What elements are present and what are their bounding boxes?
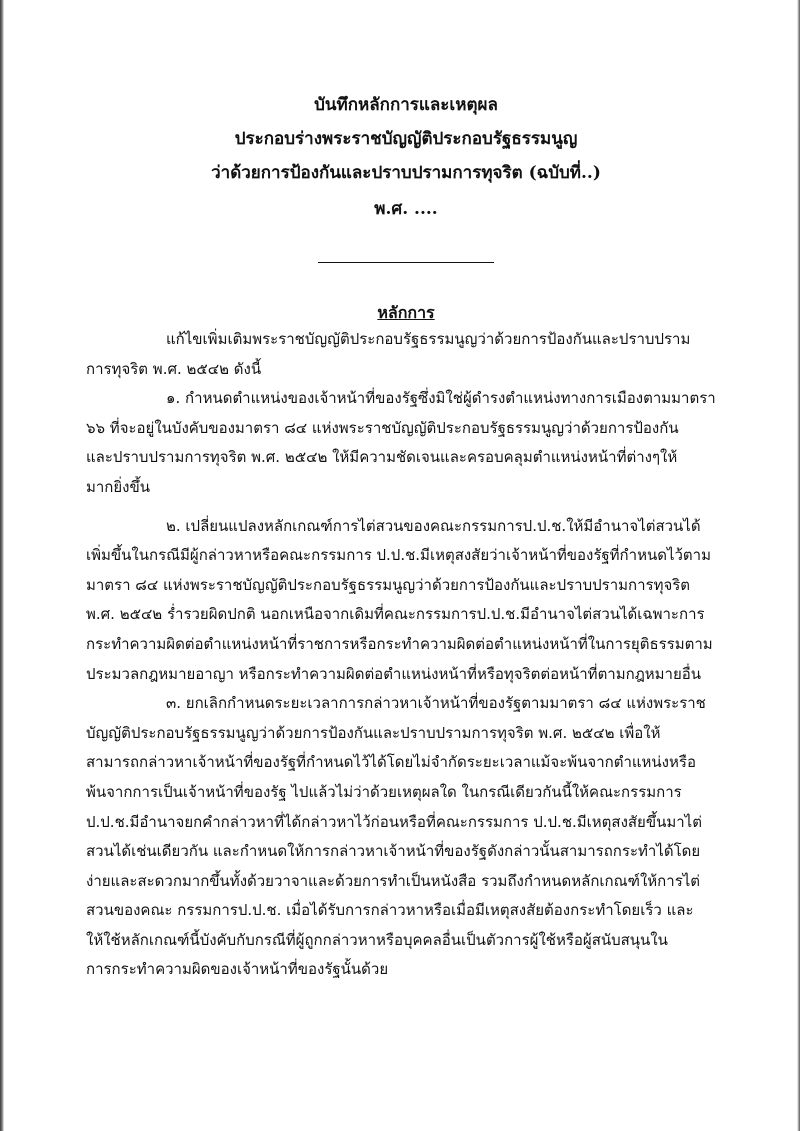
scan-shadow-left [0,0,4,1131]
section-heading-principles: หลักการ [377,303,435,322]
item-3-line: สวนได้เช่นเดียวกัน และกำหนดให้การกล่าวหาเจ้าหน้าที่ของรัฐดังกล่าวนั้นสามารถกระทำได้โดย [86,842,701,861]
doc-title-line1: บันทึกหลักการและเหตุผล [314,95,498,115]
item-3-line: ง่ายและสะดวกมากขึ้นทั้งด้วยวาจาและด้วยการทำเป็นหนังสือ รวมถึงกำหนดหลักเกณฑ์ให้การไต่ [86,871,701,890]
item-3-line: ให้ใช้หลักเกณฑ์นี้บังคับกับกรณีที่ผู้ถูกกล่าวหาหรือบุคคลอื่นเป็นตัวการผู้ใช้หรือผู้สนับสนุนใน [86,930,668,949]
item-1-line: และปราบปรามการทุจริต พ.ศ. ๒๕๔๒ ให้มีความชัดเจนและครอบคลุมตำแหน่งหน้าที่ต่างๆให้ [86,448,678,467]
item-1-line: มากยิ่งขึ้น [86,477,151,496]
doc-title-line2: ประกอบร่างพระราชบัญญัติประกอบรัฐธรรมนูญ [234,129,578,149]
intro-line: การทุจริต พ.ศ. ๒๕๔๒ ดังนี้ [86,359,262,378]
item-3-line: ป.ป.ช.มีอำนาจยกคำกล่าวหาที่ได้กล่าวหาไว้ก่อนหรือที่คณะกรรมการ ป.ป.ช.มีเหตุสงสัยขึ้นมาไต่ [86,812,702,831]
item-2-line: กระทำความผิดต่อตำแหน่งหน้าที่ราชการหรือกระทำความผิดต่อตำแหน่งหน้าที่ในการยุติธรรมตาม [86,634,713,653]
item-3-line: การกระทำความผิดของเจ้าหน้าที่ของรัฐนั้นด้วย [86,960,389,979]
intro-line: แก้ไขเพิ่มเติมพระราชบัญญัติประกอบรัฐธรรมนูญว่าด้วยการป้องกันและปราบปราม [166,330,691,348]
item-3-paragraph [86,689,726,985]
item-2-line: พ.ศ. ๒๕๔๒ ร่ำรวยผิดปกติ นอกเหนือจากเดิมที่คณะกรรมการป.ป.ช.มีอำนาจไต่สวนได้เฉพาะการ [86,605,705,624]
item-3-line: สวนของคณะ กรรมการป.ป.ช. เมื่อได้รับการกล่าวหาหรือเมื่อมีเหตุสงสัยต้องกระทำโดยเร็ว และ [86,901,694,920]
item-1-line: ๖๖ ที่จะอยู่ในบังคับของมาตรา ๘๔ แห่งพระราชบัญญัติประกอบรัฐธรรมนูญว่าด้วยการป้องกัน [86,418,679,437]
item-3-line: บัญญัติประกอบรัฐธรรมนูญว่าด้วยการป้องกันและปราบปรามการทุจริต พ.ศ. ๒๕๔๒ เพื่อให้ [86,723,661,742]
doc-title-line3: ว่าด้วยการป้องกันและปราบปรามการทุจริต (ฉบับที่..) [211,163,601,183]
title-divider [318,262,494,263]
item-1-paragraph [86,384,726,502]
item-3-line: พ้นจากการเป็นเจ้าหน้าที่ของรัฐ ไปแล้วไม่ว่าด้วยเหตุผลใด ในกรณีเดียวกันนี้ให้คณะกรรมการ [86,782,682,801]
item-3-line: สามารถกล่าวหาเจ้าหน้าที่ของรัฐที่กำหนดไว้ได้โดยไม่จำกัดระยะเวลาแม้จะพ้นจากตำแหน่งหรือ [86,753,696,772]
item-2-line: มาตรา ๘๔ แห่งพระราชบัญญัติประกอบรัฐธรรมนูญว่าด้วยการป้องกันและปราบปรามการทุจริต [86,575,691,594]
item-1-line: ๑. กำหนดตำแหน่งของเจ้าหน้าที่ของรัฐซึ่งมิใช่ผู้ดำรงตำแหน่งทางการเมืองตามมาตรา [166,389,716,408]
item-2-line: เพิ่มขึ้นในกรณีมีผู้กล่าวหาหรือคณะกรรมการ ป.ป.ช.มีเหตุสงสัยว่าเจ้าหน้าที่ของรัฐที่กำหนดไว้ตาม [86,546,711,565]
item-3-line: ๓. ยกเลิกกำหนดระยะเวลาการกล่าวหาเจ้าหน้าที่ของรัฐตามมาตรา ๘๔ แห่งพระราช [166,694,706,713]
doc-title-year: พ.ศ. .... [374,199,438,219]
item-2-paragraph [86,512,726,690]
item-2-line: ประมวลกฎหมายอาญา หรือกระทำความผิดต่อตำแหน่งหน้าที่หรือทุจริตต่อหน้าที่ตามกฎหมายอื่น [86,664,702,683]
document-page [86,88,726,985]
item-2-line: ๒. เปลี่ยนแปลงหลักเกณฑ์การไต่สวนของคณะกรรมการป.ป.ช.ให้มีอำนาจไต่สวนได้ [166,516,701,535]
intro-paragraph [86,325,726,384]
